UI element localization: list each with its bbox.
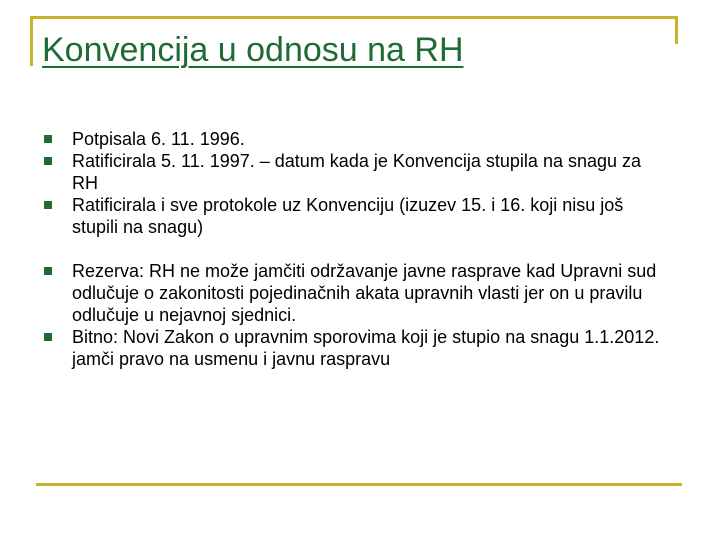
- right-frame-rule: [675, 16, 678, 44]
- square-bullet-icon: [44, 157, 52, 165]
- bullet-text: Bitno: Novi Zakon o upravnim sporovima koji je stupio na snagu 1.1.2012. jamči pravo na usmenu i javnu raspravu: [72, 327, 660, 369]
- square-bullet-icon: [44, 267, 52, 275]
- bullet-item-ratified: [44, 150, 670, 194]
- left-frame-rule: [30, 16, 33, 66]
- bullet-text: Ratificirala 5. 11. 1997. – datum kada je Konvencija stupila na snagu za RH: [72, 151, 642, 193]
- square-bullet-icon: [44, 333, 52, 341]
- square-bullet-icon: [44, 135, 52, 143]
- top-frame-rule: [30, 16, 678, 19]
- bullet-text: Potpisala 6. 11. 1996.: [72, 129, 245, 149]
- slide-title: Konvencija u odnosu na RH: [42, 31, 464, 69]
- bullet-item-reservation: [44, 260, 670, 326]
- bullet-list: [44, 128, 670, 370]
- bullet-item-protocols: [44, 194, 670, 238]
- bullet-text: Rezerva: RH ne može jamčiti održavanje javne rasprave kad Upravni sud odlučuje o zakonitosti pojedinačnih akata upravnih vlasti jer on u pravilu odlučuje u nejavnoj sjednici.: [72, 261, 657, 325]
- bullet-item-new-law: [44, 326, 670, 370]
- bullet-text: Ratificirala i sve protokole uz Konvenciju (izuzev 15. i 16. koji nisu još stupili na snagu): [72, 195, 624, 237]
- bottom-rule: [36, 483, 682, 486]
- bullet-item-signed: [44, 128, 670, 150]
- square-bullet-icon: [44, 201, 52, 209]
